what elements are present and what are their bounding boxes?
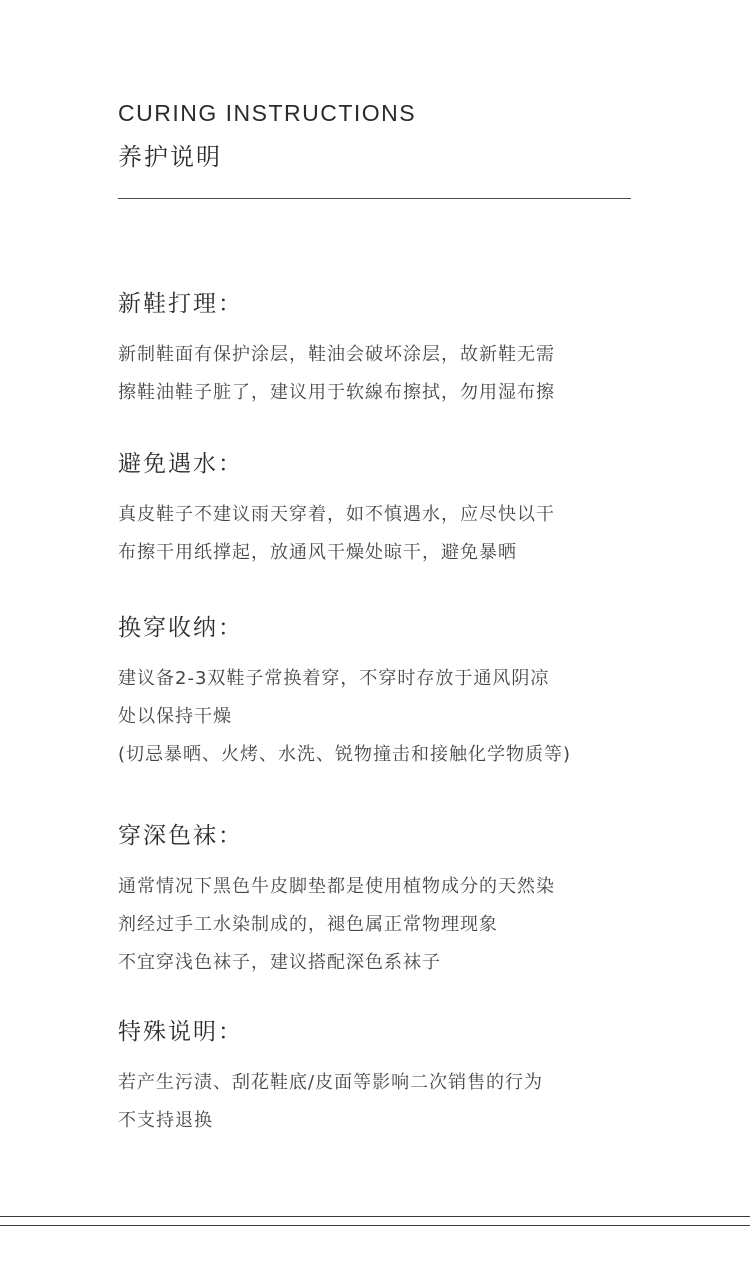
section-line: 若产生污渍、刮花鞋底/皮面等影响二次销售的行为 bbox=[118, 1072, 544, 1093]
header-divider bbox=[118, 198, 631, 199]
section-body bbox=[118, 868, 658, 982]
section-new-shoe-care bbox=[118, 287, 658, 412]
footer-divider-bottom bbox=[0, 1225, 750, 1226]
section-special-notes bbox=[118, 1015, 658, 1140]
section-title: 换穿收纳： bbox=[118, 615, 243, 641]
section-line: 不宜穿浅色袜子，建议搭配深色系袜子 bbox=[118, 952, 441, 973]
footer-divider-top bbox=[0, 1216, 750, 1217]
section-line: 不支持退换 bbox=[118, 1110, 213, 1131]
section-line: 建议备2-3双鞋子常换着穿，不穿时存放于通风阴凉 bbox=[118, 668, 550, 689]
section-title: 特殊说明： bbox=[118, 1019, 243, 1045]
section-avoid-water bbox=[118, 447, 658, 572]
header-title-cn: 养护说明 bbox=[118, 143, 222, 171]
header-title-en: CURING INSTRUCTIONS bbox=[118, 100, 417, 126]
section-line: 擦鞋油鞋子脏了，建议用于软線布擦拭，勿用湿布擦 bbox=[118, 382, 555, 403]
section-line: 剂经过手工水染制成的，褪色属正常物理现象 bbox=[118, 914, 498, 935]
section-line: 通常情况下黑色牛皮脚垫都是使用植物成分的天然染 bbox=[118, 876, 555, 897]
section-title: 避免遇水： bbox=[118, 451, 243, 477]
section-title: 新鞋打理： bbox=[118, 291, 243, 317]
section-line: (切忌暴晒、火烤、水洗、锐物撞击和接触化学物质等) bbox=[118, 744, 572, 765]
section-body bbox=[118, 336, 658, 412]
section-line: 处以保持干燥 bbox=[118, 706, 232, 727]
section-rotation-storage bbox=[118, 611, 658, 774]
section-line: 新制鞋面有保护涂层，鞋油会破坏涂层，故新鞋无需 bbox=[118, 344, 555, 365]
section-line: 真皮鞋子不建议雨天穿着，如不慎遇水，应尽快以干 bbox=[118, 504, 555, 525]
section-body bbox=[118, 660, 658, 774]
section-body bbox=[118, 1064, 658, 1140]
section-line: 布擦干用纸撑起，放通风干燥处晾干，避免暴晒 bbox=[118, 542, 517, 563]
section-title: 穿深色袜： bbox=[118, 823, 243, 849]
section-dark-socks bbox=[118, 819, 658, 982]
section-body bbox=[118, 496, 658, 572]
